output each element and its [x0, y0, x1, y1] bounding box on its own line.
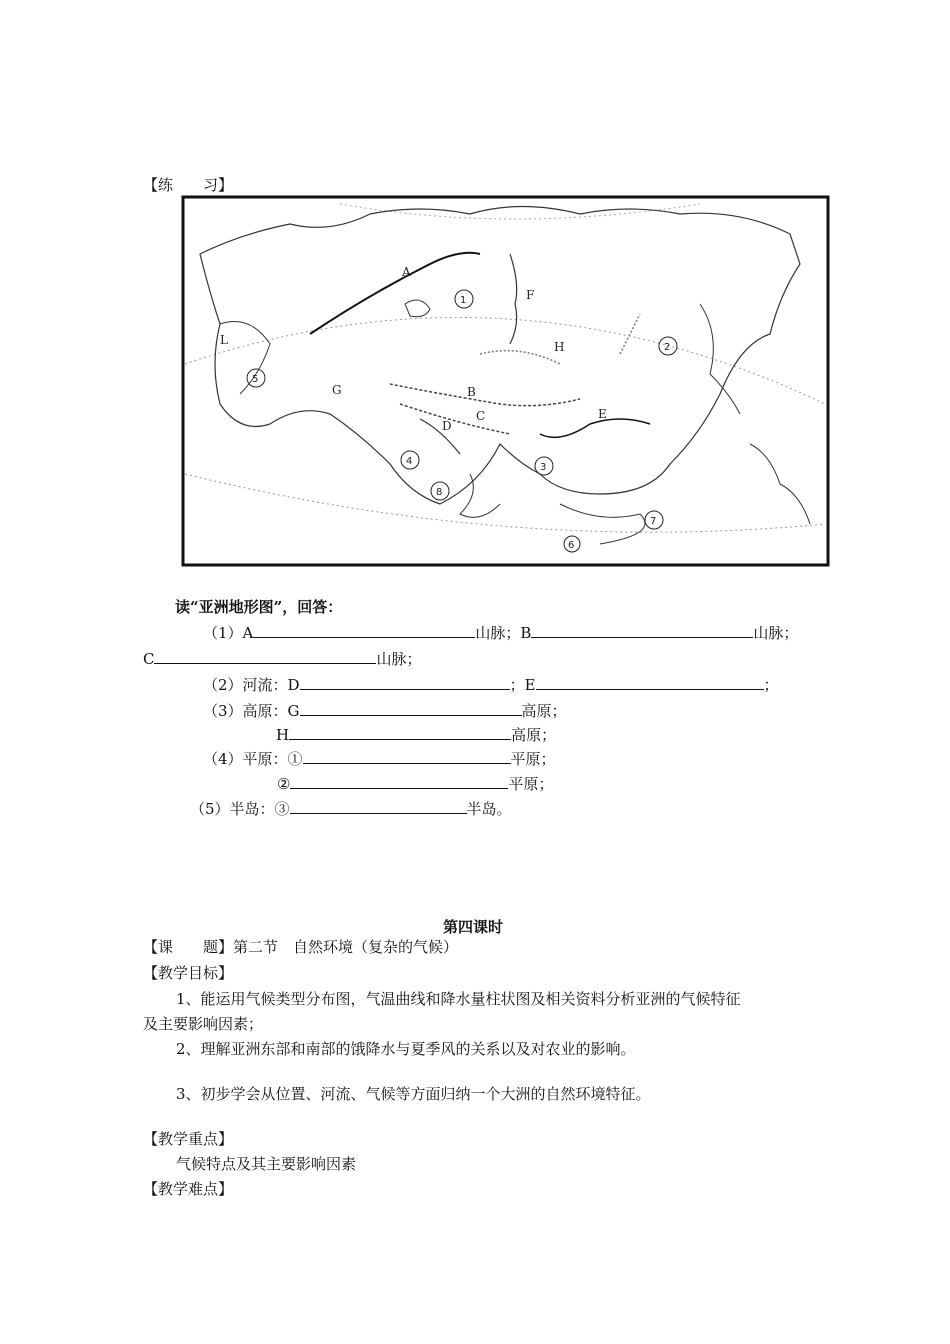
label-D: D: [442, 419, 452, 433]
label-F: F: [526, 288, 535, 302]
label-G: G: [332, 383, 342, 397]
lesson-topic: 【课 题】第二节 自然环境（复杂的气候）: [143, 938, 459, 956]
label-A: A: [402, 265, 411, 279]
svg-text:8: 8: [436, 487, 443, 498]
answer-blank-peninsula[interactable]: [290, 799, 467, 814]
goal-1-line-1: 1、能运用气候类型分布图，气温曲线和降水量柱状图及相关资料分析亚洲的气候特征: [176, 990, 741, 1008]
label-E: E: [598, 407, 607, 421]
svg-text:1: 1: [460, 295, 467, 306]
label-C: C: [476, 409, 486, 423]
answer-blank-A[interactable]: [253, 623, 475, 638]
asia-topographic-map: [180, 194, 831, 568]
question-3-h: H 高原；: [276, 726, 557, 744]
goals-label: 【教学目标】: [143, 964, 234, 982]
answer-blank-plain-2[interactable]: [290, 774, 508, 789]
label-B: B: [467, 385, 476, 399]
answer-blank-C[interactable]: [154, 649, 376, 664]
svg-text:5: 5: [252, 374, 259, 385]
question-4: （4）平原：① 平原；: [203, 750, 556, 768]
goal-1-line-2: 及主要影响因素；: [143, 1015, 264, 1033]
practice-header: 【练 习】: [143, 176, 234, 194]
answer-blank-D[interactable]: [300, 675, 510, 690]
goal-3: 3、初步学会从位置、河流、气候等方面归纳一个大洲的自然环境特征。: [176, 1085, 651, 1103]
question-4-2: ② 平原；: [277, 775, 554, 793]
answer-blank-B[interactable]: [531, 623, 753, 638]
answer-blank-E[interactable]: [536, 675, 764, 690]
answer-blank-H[interactable]: [289, 725, 511, 740]
question-3: （3）高原：G 高原；: [203, 702, 567, 720]
lesson-title: 第四课时: [443, 918, 504, 936]
question-2: （2）河流：D ；E ；: [203, 676, 779, 694]
svg-text:7: 7: [650, 516, 657, 527]
svg-text:2: 2: [664, 342, 671, 353]
answer-blank-G[interactable]: [300, 701, 522, 716]
answer-blank-plain-1[interactable]: [303, 749, 511, 764]
question-1: （1）A 山脉；B 山脉；: [203, 624, 799, 642]
question-5: （5）半岛：③ 半岛。: [190, 800, 512, 818]
key-points-label: 【教学重点】: [143, 1130, 234, 1148]
goal-2: 2、理解亚洲东部和南部的饿降水与夏季风的关系以及对农业的影响。: [176, 1040, 636, 1058]
svg-text:4: 4: [406, 456, 413, 467]
key-points-text: 气候特点及其主要影响因素: [176, 1155, 357, 1173]
question-title: 读“亚洲地形图”，回答：: [175, 598, 343, 616]
question-1-c: C 山脉；: [143, 650, 422, 668]
label-H: H: [554, 340, 565, 354]
difficulty-label: 【教学难点】: [143, 1180, 234, 1198]
svg-text:3: 3: [540, 462, 547, 473]
svg-text:6: 6: [568, 540, 575, 551]
label-L: L: [220, 333, 228, 347]
